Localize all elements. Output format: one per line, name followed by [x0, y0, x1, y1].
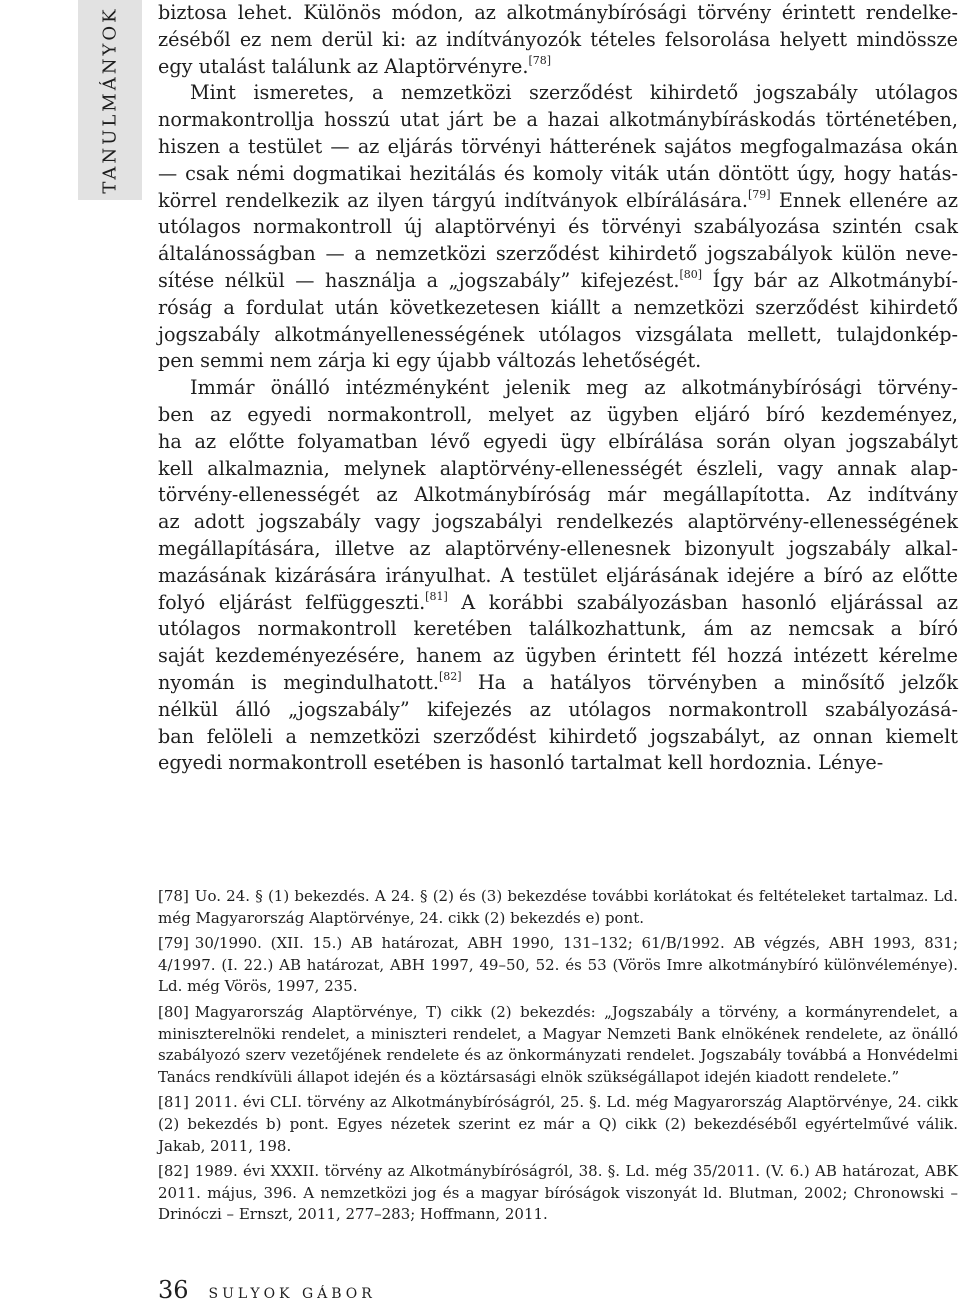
text-run: körrel rendelkezik az ilyen tárgyú indítványok elbírálására.: [158, 188, 748, 212]
text-run: folyó eljárást felfüggeszti.: [158, 590, 426, 614]
footnote-label: [79]: [158, 934, 189, 953]
footnote-ref: [82]: [438, 669, 462, 683]
body-text: [158, 0, 958, 777]
footnote-ref: [81]: [425, 589, 448, 603]
text-run: biztosa lehet. Különös módon, az alkotmánybírósági törvény érintett rendelke-: [158, 1, 958, 24]
text-run: róság a fordulat után következetesen kiállt a nemzetközi szerződést kihirdető: [158, 295, 958, 319]
text-run: utólagos normakontroll keretében találkozhattunk, ám az nemcsak a bíró: [158, 617, 958, 641]
text-line: [158, 509, 958, 536]
text-run: jogszabály alkotmányellenességének utólagos vizsgálata mellett, tulajdonkép-: [158, 322, 958, 346]
text-run: Immár önálló intézményként jelenik meg az alkotmánybírósági törvény-: [190, 376, 958, 400]
text-run: Mint ismeretes, a nemzetközi szerződést kihirdető jogszabály utólagos: [190, 81, 958, 105]
text-line: [158, 348, 958, 375]
text-run: — csak némi dogmatikai hezitálás és komoly viták után döntött úgy, hogy hatás-: [158, 161, 958, 185]
text-run: mazásának kizárására irányulhat. A testület eljárásának idejére a bíró az előtte: [158, 563, 958, 587]
footnote: [158, 933, 958, 998]
text-line: [158, 590, 958, 617]
text-line: [158, 134, 958, 161]
footnote: [158, 886, 958, 929]
text-line: [158, 0, 958, 27]
text-run: ha az előtte folyamatban lévő egyedi ügy elbírálása során olyan jogszabályt: [158, 429, 958, 453]
text-line: [158, 750, 958, 777]
text-line: [158, 616, 958, 643]
text-run: általánosságban — a nemzetközi szerződést kihirdető jogszabályok külön neve-: [158, 242, 958, 266]
text-run: Ha a hatályos törvényben a minősítő jelzők: [461, 670, 958, 694]
text-line: [158, 241, 958, 268]
text-run: ben az egyedi normakontroll, melyet az ügyben eljáró bíró kezdeményez,: [158, 402, 958, 426]
footnote: [158, 1092, 958, 1157]
text-run: nélkül álló „jogszabály” kifejezés az utólagos normakontroll szabályozásá-: [158, 697, 958, 721]
footnote-text: 30/1990. (XII. 15.) AB határozat, ABH 1990, 131–132; 61/B/1992. AB végzés, ABH 1993, 831; 4/1997. (I. 22.) AB határozat, ABH 1997, 49–50, 52. és 53 (Vörös Imre alkotmánybíró különvéleménye). Ld. még Vörös, 1997, 235.: [158, 934, 958, 996]
text-line: [158, 322, 958, 349]
text-line: [158, 268, 958, 295]
footnote: [158, 1002, 958, 1088]
section-tab-label: TANULMÁNYOK: [99, 6, 121, 194]
text-line: [158, 536, 958, 563]
footnotes: [158, 886, 958, 1230]
text-run: saját kezdeményezésére, hanem az ügyben érintett fél hozzá intézett kérelme: [158, 644, 958, 668]
section-tab: [78, 0, 142, 200]
footnote-ref: [79]: [747, 187, 771, 201]
text-run: törvény-ellenességét az Alkotmánybíróság már megállapította. Az indítvány: [158, 483, 958, 507]
text-line: [158, 107, 958, 134]
text-run: Így bár az Alkotmánybí-: [702, 268, 958, 292]
footnote-ref: [78]: [528, 53, 552, 67]
text-line: [158, 375, 958, 402]
text-line: [158, 161, 958, 188]
text-run: kell alkalmaznia, melynek alaptörvény-ellenességét észleli, vagy annak alap-: [158, 456, 958, 480]
text-run: zéséből ez nem derül ki: az indítványozók tételes felsorolása helyett mindössze: [158, 27, 958, 51]
text-line: [158, 482, 958, 509]
text-line: [158, 214, 958, 241]
footnote: [158, 1161, 958, 1226]
text-run: hiszen a testület — az eljárás törvényi hátterének sajátos megfogalmazása okán: [158, 134, 958, 158]
footnote-label: [80]: [158, 1002, 189, 1021]
text-run: sítése nélkül — használja a „jogszabály” kifejezést.: [158, 268, 680, 292]
footnote-text: Magyarország Alaptörvénye, T) cikk (2) bekezdés: „Jogszabály a törvény, a kormányrendelet, a miniszterelnöki rendelet, a miniszteri rendelet, a Magyar Nemzeti Bank elnökének rendelete, az önálló szabályozó szerv vezetőjének rendelete és az önkormányzati rendelet. Jogszabály továbbá a Honvédelmi Tanács rendkívüli állapot idején és a köztársasági elnök szükségállapot idején kiadott rendelete.”: [158, 1002, 958, 1086]
text-run: A korábbi szabályozásban hasonló eljárással az: [447, 590, 958, 614]
text-run: pen semmi nem zárja ki egy újabb változás lehetőségét.: [158, 349, 702, 373]
text-line: [158, 80, 958, 107]
text-run: egy utalást találunk az Alaptörvényre.: [158, 54, 529, 78]
footnote-text: Uo. 24. § (1) bekezdés. A 24. § (2) és (3) bekezdése további korlátokat és feltételeket tartalmaz. Ld. még Magyarország Alaptörvénye, 24. cikk (2) bekezdés e) pont.: [158, 887, 958, 927]
text-line: [158, 643, 958, 670]
text-run: Ennek ellenére az: [770, 188, 958, 212]
text-line: [158, 429, 958, 456]
text-line: [158, 188, 958, 215]
text-run: az adott jogszabály vagy jogszabályi rendelkezés alaptörvény-ellenességének: [158, 510, 958, 534]
text-run: egyedi normakontroll esetében is hasonló tartalmat kell hordoznia. Lénye-: [158, 751, 884, 775]
text-line: [158, 456, 958, 483]
text-run: megállapítására, illetve az alaptörvény-ellenesnek bizonyult jogszabály alkal-: [158, 536, 958, 560]
text-line: [158, 402, 958, 429]
page-number: 36: [158, 1276, 189, 1304]
text-line: [158, 27, 958, 54]
footnote-text: 2011. évi CLI. törvény az Alkotmánybíróságról, 25. §. Ld. még Magyarország Alaptörvénye, 24. cikk (2) bekezdés b) pont. Egyes nézetek szerint ez már a Q) cikk (2) bekezdéséből egyértelművé válik. Jakab, 2011, 198.: [158, 1093, 958, 1155]
running-head-author: SULYOK GÁBOR: [208, 1286, 376, 1302]
text-run: utólagos normakontroll új alaptörvényi és törvényi szabályozása szintén csak: [158, 215, 958, 239]
footnote-ref: [80]: [679, 267, 703, 281]
text-run: normakontrollja hosszú utat járt be a hazai alkotmánybíráskodás történetében,: [158, 108, 958, 132]
text-line: [158, 724, 958, 751]
footnote-label: [81]: [158, 1093, 189, 1112]
text-line: [158, 54, 958, 81]
text-run: ban felöleli a nemzetközi szerződést kihirdető jogszabályt, az onnan kiemelt: [158, 724, 958, 748]
footnote-text: 1989. évi XXXII. törvény az Alkotmánybíróságról, 38. §. Ld. még 35/2011. (V. 6.) AB határozat, ABK 2011. május, 396. A nemzetközi jog és a magyar bíróságok viszonyát ld. Blutman, 2002; Chronowski – Drinóczi – Ernszt, 2011, 277–283; Hoffmann, 2011.: [158, 1162, 958, 1224]
footnote-label: [82]: [158, 1162, 189, 1181]
text-line: [158, 697, 958, 724]
footnote-label: [78]: [158, 887, 189, 905]
text-run: nyomán is megindulhatott.: [158, 670, 439, 694]
text-line: [158, 295, 958, 322]
text-line: [158, 563, 958, 590]
text-line: [158, 670, 958, 697]
